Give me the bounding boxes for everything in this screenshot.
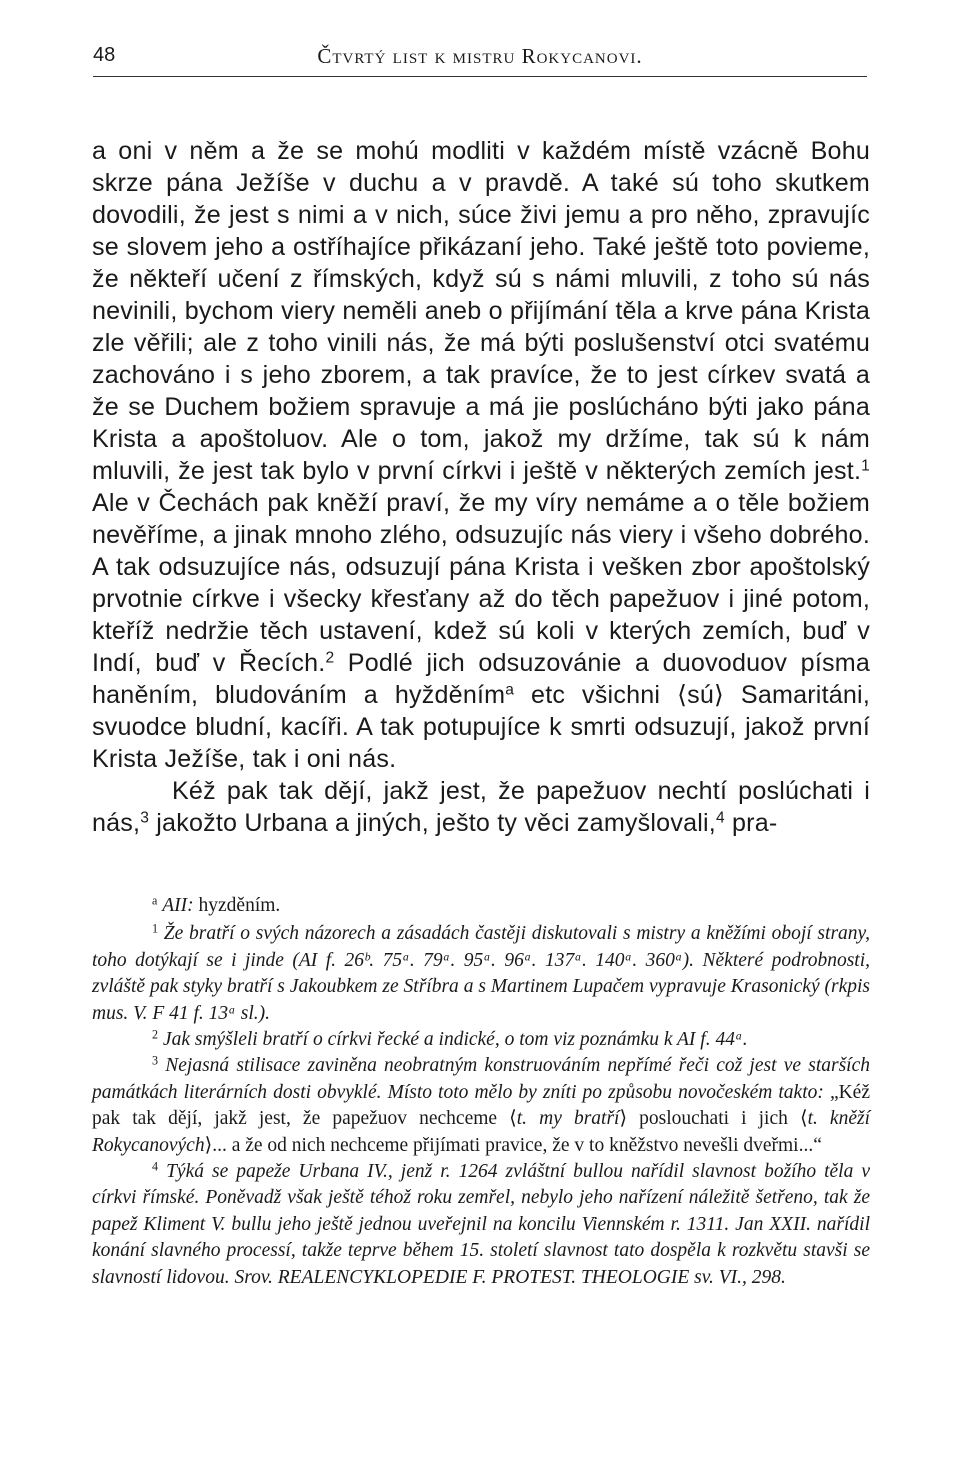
footnote-text: Jak smýšleli bratří o církvi řecké a indické, o tom viz poznámku k AI f. 44ᵃ.: [162, 1029, 748, 1051]
footnote-1: [92, 921, 870, 1027]
footnote-ref: 2: [325, 649, 335, 667]
running-title: Čtvrtý list k mistru Rokycanovi.: [317, 44, 643, 68]
footnote-mark: 3: [152, 1053, 159, 1068]
footnote-ref: 1: [861, 457, 870, 475]
text-run: jakožto Urbana a jiných, ješto ty věci zamyšlovali,: [149, 809, 716, 837]
footnote-a: [92, 893, 870, 919]
footnote-quote: ⟩... a že od nich nechceme přijímati pravice, že v to kněžstvo nevešli dveřmi...“: [204, 1134, 822, 1156]
footnote-quote-italic: t. kněží Rokycanových: [92, 1108, 871, 1156]
text-run: a oni v něm a že se mohú modliti v každém místě vzácně Bohu skrze pána Ježíše v duchu a v pravdě. A také sú toho skutkem dovodili, že jest s nimi a v nich, súce živi jemu a pro něho, zpravujíc se slovem jeho a ostříhajíce přikázaní jeho. Také ještě toto povieme, že někteří učení z římských, když sú s námi mluvili, z toho sú nás nevinili, bychom viery neměli aneb o přijímání těla a krve pána Krista zle věřili; ale z toho vinili nás, že má býti poslušenství otci svatému zachováno i s jeho zborem, a tak pravíce, že to jest církev svatá a že se Duchem božiem spravuje a má jie poslúcháno býti jako pána Krista a apoštoluov. Ale o tom, jakož my držíme, tak sú k nám mluvili, že jest tak bylo v první církvi i ještě v některých zemích jest.: [92, 137, 870, 485]
footnote-ref: 4: [715, 809, 725, 827]
footnote-mark: 4: [152, 1159, 159, 1174]
text-run: Kéž pak tak dějí, jakž jest, že papežuov nechtí poslúchati i nás,: [92, 777, 870, 837]
header-rule: [93, 76, 867, 77]
footnote-mark: 1: [152, 921, 159, 936]
footnote-quote: ⟩ poslouchati i jich ⟨: [619, 1108, 808, 1130]
footnote-4: [92, 1159, 870, 1291]
paragraph-2: [92, 775, 870, 839]
page-number: 48: [93, 44, 116, 66]
paragraph-1: [92, 135, 870, 775]
footnote-mark: 2: [152, 1027, 159, 1042]
footnote-text: hyzděním.: [193, 895, 281, 916]
main-text: [92, 135, 870, 839]
footnote-quote: „Kéž pak tak dějí, jakž jest, že papežuov nechceme ⟨: [92, 1081, 870, 1130]
text-run: etc všichni ⟨sú⟩ Samaritáni, svuodce bludní, kacíři. A tak potupujíce k smrti odsuzují, jakož první Krista Ježíše, tak i oni nás.: [92, 681, 870, 773]
footnote-text: Nejasná stilisace zaviněna neobratným konstruováním nepřímé řeči což jest ve starších památkách literárních dosti obvyklé. Místo toto mělo by zníti po způsobu novočeském takto:: [92, 1055, 870, 1103]
footnote-ref: 3: [140, 809, 150, 827]
footnote-3: [92, 1053, 870, 1159]
footnote-text: Že bratří o svých názorech a zásadách častěji diskutovali s mistry a kněžími obojí strany, toho dotýkají se i jinde (AI f. 26ᵇ. 75ᵃ. 79ᵃ. 95ᵃ. 96ᵃ. 137ᵃ. 140ᵃ. 360ᵃ). Některé podrobnosti, zvláště pak styky bratří s Jakoubkem ze Stříbra a s Martinem Lupačem vypravuje Krasonický (rkpis mus. V. F 41 f. 13ᵃ sl.).: [92, 923, 870, 1024]
text-run: Podlé jich odsuzovánie a duovoduov písma haněním, bludováním a hyžděním: [92, 649, 870, 709]
footnote-siglum: AII:: [162, 895, 194, 916]
footnote-quote-italic: t. my bratří: [516, 1108, 620, 1130]
footnote-text: Týká se papeže Urbana IV., jenž r. 1264 zvláštní bullou nařídil slavnost božího těla v církvi římské. Poněvadž však ještě téhož roku zemřel, nebylo jeho nařízení náležitě šetřeno, tak že papež Kliment V. bullu jeho ještě jednou uveřejnil na koncilu Viennském r. 1311. Jan XXII. nařídil konání slavného processí, takže teprve během 15. století slavnost tato dospěla k rozkvětu stavši se slavností lidovou. Srov. REALENCYKLOPEDIE F. PROTEST. THEOLOGIE sv. VI., 298.: [92, 1161, 871, 1288]
text-run: Ale v Čechách pak kněží praví, že my víry nemáme a o těle božiem nevěříme, a jinak mnoho zlého, odsuzujíc nás viery i všeho dobrého. A tak odsuzujíce nás, odsuzují pána Krista i vešken zbor apoštolský prvotnie církve i všecky křesťany až do těch papežuov i jiné potom, kteříž nedržie těch ustavení, kdež sú koli v kterých zemích, buď v Indí, buď v Řecích.: [92, 489, 870, 677]
page-header: [93, 38, 867, 72]
footnote-ref: a: [505, 681, 515, 699]
footnote-mark: a: [152, 893, 158, 908]
footnotes: [92, 893, 870, 1291]
footnote-2: [92, 1027, 870, 1053]
text-run: pra-: [724, 809, 778, 837]
